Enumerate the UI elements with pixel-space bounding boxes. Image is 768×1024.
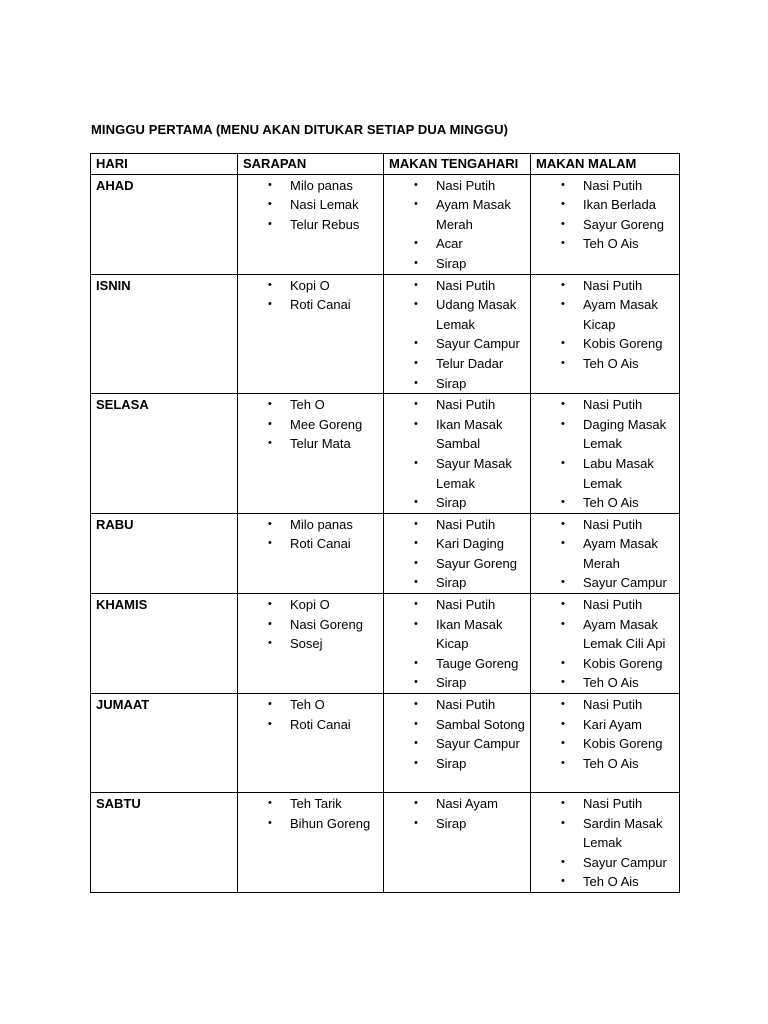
menu-item-text: Sirap (436, 255, 467, 271)
list-item (389, 534, 525, 554)
list-item (389, 415, 525, 454)
menu-item-text: Teh O Ais (583, 236, 639, 252)
list-item (536, 415, 674, 454)
bullet-icon: • (414, 797, 418, 810)
menu-item-text: Bihun Goreng (290, 815, 371, 831)
list-item (536, 215, 674, 235)
day-cell: RABU (91, 513, 238, 593)
bullet-icon: • (561, 356, 565, 369)
bullet-icon: • (561, 737, 565, 750)
lunch-list (389, 276, 525, 394)
day-cell: JUMAAT (91, 694, 238, 793)
bullet-icon: • (414, 717, 418, 730)
bullet-icon: • (561, 198, 565, 211)
menu-item-text: Kari Ayam (583, 716, 643, 732)
day-cell: ISNIN (91, 274, 238, 394)
menu-item-text: Nasi Putih (436, 177, 496, 193)
menu-item-text: Nasi Putih (436, 397, 496, 413)
list-item (536, 515, 674, 535)
list-item (536, 754, 674, 774)
list-item (389, 515, 525, 535)
bullet-icon: • (561, 456, 565, 469)
bullet-icon: • (414, 576, 418, 589)
header-breakfast: SARAPAN (238, 154, 384, 175)
list-item (243, 794, 378, 814)
breakfast-list (243, 276, 378, 315)
list-item (536, 334, 674, 354)
header-row (91, 154, 680, 175)
breakfast-cell (238, 394, 384, 514)
bullet-icon: • (268, 797, 272, 810)
bullet-icon: • (561, 797, 565, 810)
bullet-icon: • (268, 198, 272, 211)
list-item (389, 754, 525, 774)
menu-item-text: Sirap (436, 815, 467, 831)
lunch-cell (384, 394, 531, 514)
bullet-icon: • (268, 537, 272, 550)
bullet-icon: • (561, 875, 565, 888)
list-item (243, 715, 378, 735)
list-item (389, 395, 525, 415)
menu-item-text: Teh O Ais (583, 495, 639, 511)
bullet-icon: • (414, 278, 418, 291)
menu-item-text: Nasi Putih (436, 516, 496, 532)
lunch-list (389, 794, 525, 833)
day-cell: SABTU (91, 793, 238, 893)
menu-item-text: Mee Goreng (290, 416, 363, 432)
menu-item-text: Labu Masak Lemak (583, 455, 654, 491)
list-item (536, 673, 674, 693)
bullet-icon: • (561, 617, 565, 630)
bullet-icon: • (414, 617, 418, 630)
bullet-icon: • (414, 337, 418, 350)
page-title: MINGGU PERTAMA (MENU AKAN DITUKAR SETIAP DUA MINGGU) (91, 122, 509, 137)
bullet-icon: • (414, 737, 418, 750)
breakfast-list (243, 395, 378, 454)
list-item (243, 595, 378, 615)
bullet-icon: • (561, 676, 565, 689)
breakfast-list (243, 515, 378, 554)
list-item (536, 276, 674, 296)
menu-item-text: Nasi Putih (583, 796, 643, 812)
list-item (536, 454, 674, 493)
bullet-icon: • (561, 855, 565, 868)
dinner-list (536, 794, 674, 892)
dinner-list (536, 515, 674, 593)
list-item (389, 334, 525, 354)
list-item (389, 554, 525, 574)
bullet-icon: • (561, 417, 565, 430)
bullet-icon: • (268, 417, 272, 430)
list-item (536, 853, 674, 873)
menu-item-text: Ayam Masak Merah (436, 197, 511, 232)
menu-item-text: Teh O (290, 397, 325, 413)
menu-item-text: Sosej (290, 636, 323, 652)
menu-item-text: Teh O Ais (583, 874, 639, 890)
menu-item-text: Milo panas (290, 516, 353, 532)
bullet-icon: • (561, 178, 565, 191)
header-dinner: MAKAN MALAM (531, 154, 680, 175)
list-item (243, 534, 378, 554)
menu-item-text: Nasi Putih (436, 697, 496, 713)
bullet-icon: • (414, 517, 418, 530)
menu-item-text: Sayur Goreng (436, 555, 517, 571)
bullet-icon: • (414, 417, 418, 430)
menu-item-text: Roti Canai (290, 297, 351, 313)
bullet-icon: • (561, 278, 565, 291)
list-item (243, 276, 378, 296)
list-item (389, 715, 525, 735)
menu-row (91, 394, 680, 514)
menu-item-text: Ikan Masak Sambal (436, 416, 503, 452)
dinner-cell (531, 394, 680, 514)
list-item (389, 615, 525, 654)
list-item (389, 573, 525, 593)
menu-item-text: Sirap (436, 755, 467, 771)
bullet-icon: • (268, 637, 272, 650)
list-item (389, 595, 525, 615)
menu-item-text: Sayur Campur (436, 736, 520, 752)
menu-row (91, 793, 680, 893)
menu-item-text: Udang Masak Lemak (436, 297, 517, 332)
menu-item-text: Daging Masak Lemak (583, 416, 667, 452)
menu-item-text: Acar (436, 236, 463, 252)
bullet-icon: • (414, 298, 418, 311)
menu-item-text: Telur Rebus (290, 216, 360, 232)
menu-item-text: Telur Mata (290, 436, 351, 452)
breakfast-cell (238, 274, 384, 394)
bullet-icon: • (414, 237, 418, 250)
list-item (243, 615, 378, 635)
list-item (243, 415, 378, 435)
menu-item-text: Nasi Goreng (290, 616, 363, 632)
bullet-icon: • (414, 676, 418, 689)
bullet-icon: • (268, 298, 272, 311)
lunch-cell (384, 174, 531, 274)
bullet-icon: • (268, 217, 272, 230)
menu-item-text: Teh Tarik (290, 796, 342, 812)
breakfast-cell (238, 513, 384, 593)
list-item (536, 814, 674, 853)
menu-item-text: Teh O Ais (583, 675, 639, 691)
list-item (389, 814, 525, 834)
list-item (536, 195, 674, 215)
menu-row (91, 274, 680, 394)
menu-item-text: Kobis Goreng (583, 655, 663, 671)
menu-item-text: Teh O Ais (583, 755, 639, 771)
day-cell: AHAD (91, 174, 238, 274)
lunch-cell (384, 793, 531, 893)
menu-item-text: Sayur Campur (583, 854, 667, 870)
menu-row (91, 174, 680, 274)
list-item (536, 654, 674, 674)
list-item (536, 734, 674, 754)
bullet-icon: • (561, 537, 565, 550)
list-item (389, 794, 525, 814)
bullet-icon: • (561, 398, 565, 411)
dinner-list (536, 176, 674, 254)
list-item (389, 654, 525, 674)
bullet-icon: • (561, 298, 565, 311)
list-item (243, 395, 378, 415)
lunch-list (389, 176, 525, 274)
menu-item-text: Teh O (290, 697, 325, 713)
bullet-icon: • (561, 698, 565, 711)
menu-row (91, 513, 680, 593)
menu-item-text: Nasi Putih (583, 597, 643, 613)
bullet-icon: • (414, 556, 418, 569)
bullet-icon: • (561, 816, 565, 829)
list-item (536, 295, 674, 334)
list-item (536, 715, 674, 735)
dinner-cell (531, 274, 680, 394)
list-item (243, 695, 378, 715)
dinner-cell (531, 513, 680, 593)
menu-item-text: Roti Canai (290, 716, 351, 732)
menu-item-text: Sayur Goreng (583, 216, 664, 232)
list-item (389, 254, 525, 274)
lunch-list (389, 515, 525, 593)
bullet-icon: • (414, 178, 418, 191)
breakfast-cell (238, 793, 384, 893)
list-item (389, 695, 525, 715)
menu-item-text: Ikan Masak Kicap (436, 616, 503, 652)
breakfast-list (243, 695, 378, 734)
menu-item-text: Ayam Masak Merah (583, 536, 658, 571)
bullet-icon: • (414, 356, 418, 369)
list-item (389, 454, 525, 493)
bullet-icon: • (414, 398, 418, 411)
list-item (243, 215, 378, 235)
bullet-icon: • (414, 698, 418, 711)
list-item (536, 595, 674, 615)
list-item (389, 176, 525, 196)
bullet-icon: • (268, 517, 272, 530)
menu-item-text: Sayur Campur (583, 575, 667, 591)
dinner-cell (531, 174, 680, 274)
menu-item-text: Kopi O (290, 597, 330, 613)
dinner-cell (531, 594, 680, 694)
bullet-icon: • (268, 598, 272, 611)
bullet-icon: • (561, 517, 565, 530)
bullet-icon: • (268, 398, 272, 411)
list-item (243, 295, 378, 315)
menu-item-text: Kobis Goreng (583, 336, 663, 352)
menu-item-text: Teh O Ais (583, 355, 639, 371)
list-item (536, 354, 674, 374)
list-item (536, 615, 674, 654)
menu-item-text: Sirap (436, 495, 467, 511)
header-lunch: MAKAN TENGAHARI (384, 154, 531, 175)
menu-item-text: Milo panas (290, 177, 353, 193)
menu-item-text: Nasi Putih (583, 277, 643, 293)
menu-item-text: Nasi Putih (583, 697, 643, 713)
list-item (536, 176, 674, 196)
list-item (389, 295, 525, 334)
list-item (389, 374, 525, 394)
menu-item-text: Sardin Masak Lemak (583, 815, 663, 851)
bullet-icon: • (414, 598, 418, 611)
bullet-icon: • (414, 198, 418, 211)
menu-item-text: Nasi Putih (583, 397, 643, 413)
bullet-icon: • (268, 437, 272, 450)
lunch-cell (384, 694, 531, 793)
bullet-icon: • (561, 717, 565, 730)
bullet-icon: • (561, 496, 565, 509)
menu-item-text: Ayam Masak Lemak Cili Api (583, 616, 666, 652)
bullet-icon: • (414, 537, 418, 550)
lunch-cell (384, 594, 531, 694)
bullet-icon: • (561, 576, 565, 589)
bullet-icon: • (561, 656, 565, 669)
list-item (536, 234, 674, 254)
list-item (536, 695, 674, 715)
list-item (243, 634, 378, 654)
menu-row (91, 694, 680, 793)
breakfast-list (243, 595, 378, 654)
header-day: HARI (91, 154, 238, 175)
list-item (389, 276, 525, 296)
list-item (243, 515, 378, 535)
menu-item-text: Nasi Ayam (436, 796, 498, 812)
bullet-icon: • (268, 617, 272, 630)
list-item (389, 734, 525, 754)
bullet-icon: • (268, 178, 272, 191)
menu-row (91, 594, 680, 694)
menu-item-text: Ikan Berlada (583, 197, 656, 213)
menu-item-text: Nasi Lemak (290, 197, 359, 213)
list-item (536, 573, 674, 593)
menu-item-text: Sirap (436, 575, 467, 591)
bullet-icon: • (561, 598, 565, 611)
menu-item-text: Nasi Putih (583, 177, 643, 193)
menu-item-text: Telur Dadar (436, 355, 504, 371)
menu-item-text: Kari Daging (436, 536, 504, 552)
dinner-cell (531, 694, 680, 793)
lunch-list (389, 395, 525, 513)
menu-body (91, 174, 680, 892)
bullet-icon: • (414, 376, 418, 389)
day-cell: SELASA (91, 394, 238, 514)
menu-item-text: Sirap (436, 675, 467, 691)
list-item (243, 814, 378, 834)
menu-item-text: Nasi Putih (583, 516, 643, 532)
day-cell: KHAMIS (91, 594, 238, 694)
breakfast-cell (238, 174, 384, 274)
menu-item-text: Kobis Goreng (583, 736, 663, 752)
lunch-cell (384, 274, 531, 394)
menu-item-text: Roti Canai (290, 536, 351, 552)
bullet-icon: • (561, 237, 565, 250)
menu-item-text: Nasi Putih (436, 277, 496, 293)
list-item (243, 434, 378, 454)
menu-table (90, 153, 680, 893)
menu-item-text: Tauge Goreng (436, 655, 519, 671)
menu-item-text: Kopi O (290, 277, 330, 293)
dinner-list (536, 695, 674, 773)
breakfast-list (243, 176, 378, 235)
menu-item-text: Sayur Masak Lemak (436, 455, 512, 491)
dinner-list (536, 595, 674, 693)
lunch-list (389, 695, 525, 773)
lunch-cell (384, 513, 531, 593)
list-item (536, 794, 674, 814)
list-item (536, 395, 674, 415)
menu-item-text: Sayur Campur (436, 336, 520, 352)
list-item (536, 534, 674, 573)
list-item (243, 195, 378, 215)
bullet-icon: • (561, 756, 565, 769)
list-item (389, 234, 525, 254)
list-item (243, 176, 378, 196)
dinner-cell (531, 793, 680, 893)
breakfast-cell (238, 694, 384, 793)
bullet-icon: • (268, 717, 272, 730)
menu-item-text: Sambal Sotong (436, 716, 525, 732)
lunch-list (389, 595, 525, 693)
menu-item-text: Sirap (436, 375, 467, 391)
dinner-list (536, 276, 674, 374)
list-item (536, 493, 674, 513)
breakfast-cell (238, 594, 384, 694)
bullet-icon: • (268, 698, 272, 711)
bullet-icon: • (268, 278, 272, 291)
bullet-icon: • (414, 756, 418, 769)
list-item (389, 354, 525, 374)
list-item (389, 673, 525, 693)
list-item (536, 872, 674, 892)
bullet-icon: • (268, 816, 272, 829)
bullet-icon: • (414, 816, 418, 829)
list-item (389, 493, 525, 513)
menu-item-text: Ayam Masak Kicap (583, 297, 658, 332)
dinner-list (536, 395, 674, 513)
bullet-icon: • (414, 496, 418, 509)
bullet-icon: • (414, 256, 418, 269)
bullet-icon: • (414, 656, 418, 669)
bullet-icon: • (561, 337, 565, 350)
breakfast-list (243, 794, 378, 833)
bullet-icon: • (414, 456, 418, 469)
menu-item-text: Nasi Putih (436, 597, 496, 613)
list-item (389, 195, 525, 234)
bullet-icon: • (561, 217, 565, 230)
